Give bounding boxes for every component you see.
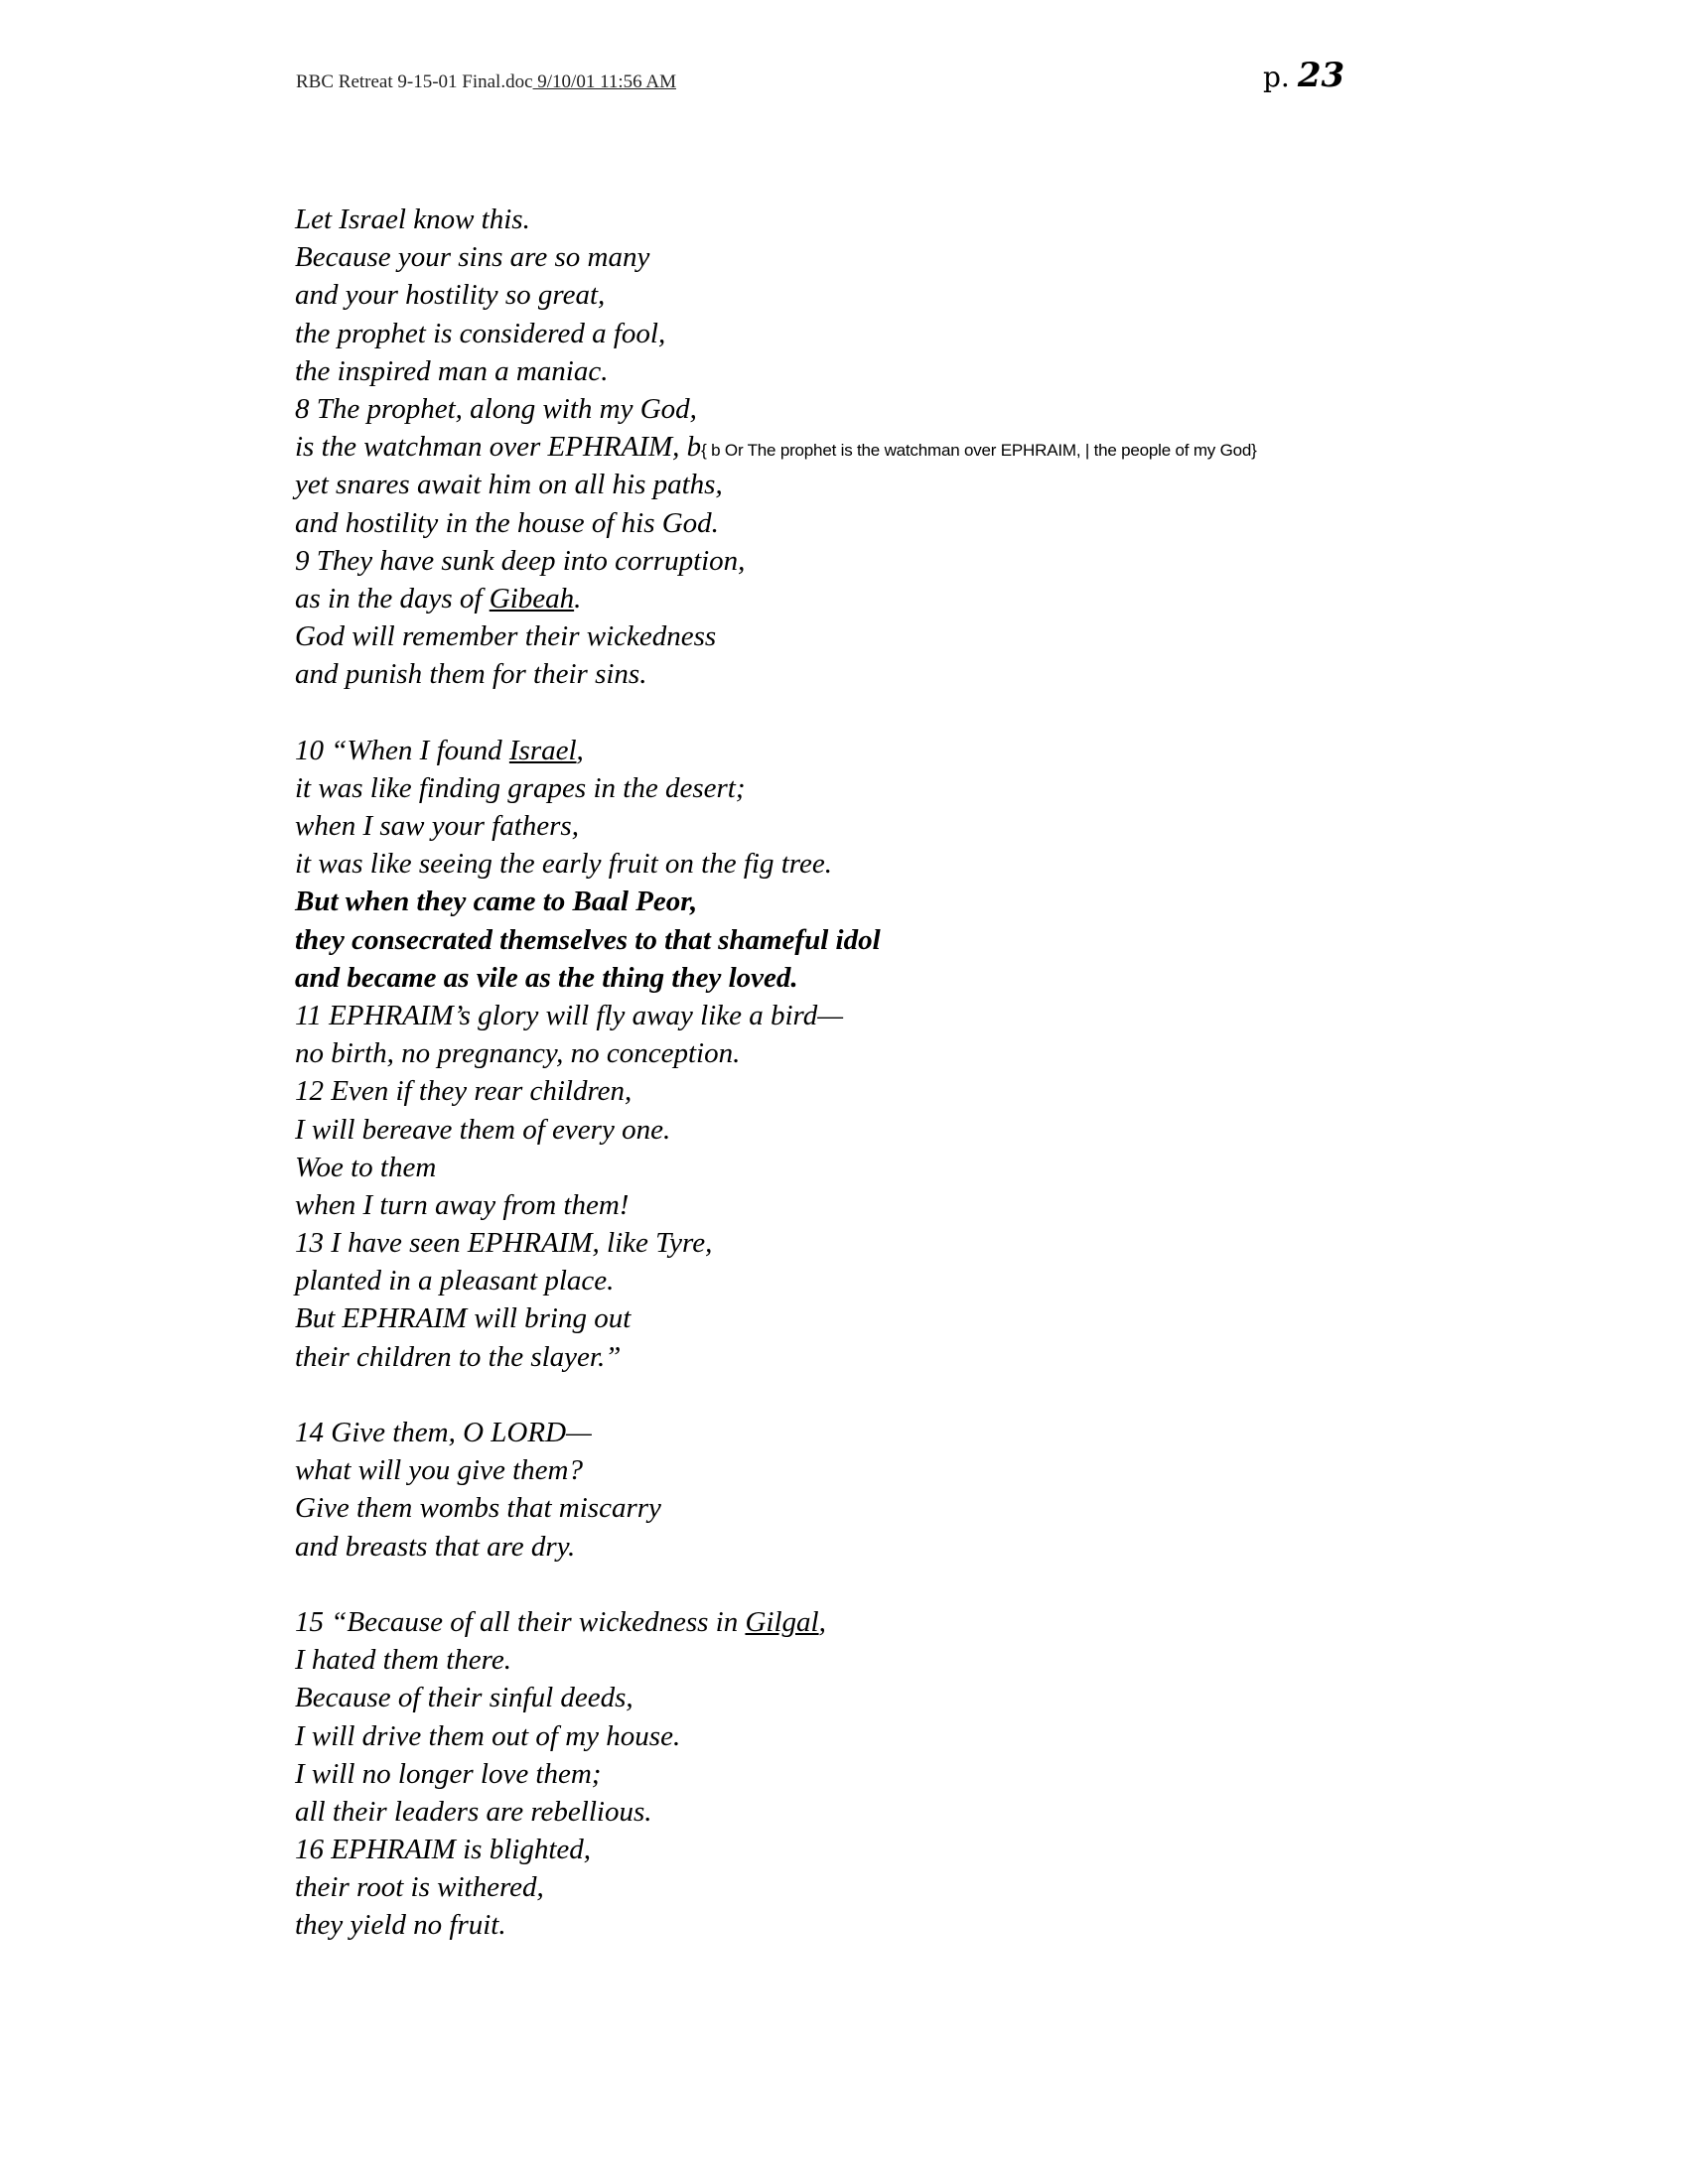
verse-line xyxy=(295,1906,1645,1944)
verse-text: when I turn away from them! xyxy=(295,1188,630,1221)
verse-text: it was like finding grapes in the desert; xyxy=(295,771,746,804)
page-prefix: p. xyxy=(1263,61,1290,93)
verse-line xyxy=(295,1793,1645,1831)
verse-line xyxy=(295,1299,1645,1337)
verse-text: they yield no fruit. xyxy=(295,1909,506,1942)
verse-text: and breasts that are dry. xyxy=(295,1530,576,1563)
verse-line xyxy=(295,617,1645,655)
verse-text: when I saw your fathers, xyxy=(295,810,579,842)
verse-line xyxy=(295,580,1645,617)
page-number: 23 xyxy=(1297,56,1345,95)
verse-line xyxy=(295,959,1645,997)
verse-line xyxy=(295,769,1645,807)
verse-text: I will no longer love them; xyxy=(295,1757,602,1790)
stanza xyxy=(295,732,1645,1376)
document-header xyxy=(296,71,676,93)
verse-line xyxy=(295,655,1645,693)
verse-text: 9 They have sunk deep into corruption, xyxy=(295,544,746,577)
verse-line xyxy=(295,1224,1645,1262)
verse-line xyxy=(295,466,1645,503)
stanza-break xyxy=(295,693,1645,731)
verse-text: , xyxy=(576,734,584,766)
verse-line xyxy=(295,1338,1645,1376)
verse-line xyxy=(295,1528,1645,1566)
verse-line xyxy=(295,542,1645,580)
verse-line xyxy=(295,1072,1645,1110)
verse-line xyxy=(295,1831,1645,1868)
verse-line xyxy=(295,1149,1645,1186)
verse-line xyxy=(295,1451,1645,1489)
verse-text: . xyxy=(574,582,582,614)
verse-text: they consecrated themselves to that shameful idol xyxy=(295,923,881,956)
verse-line xyxy=(295,315,1645,352)
verse-line xyxy=(295,504,1645,542)
verse-line xyxy=(295,1186,1645,1224)
verse-text: no birth, no pregnancy, no conception. xyxy=(295,1037,741,1070)
verse-line xyxy=(295,390,1645,428)
verse-text: and punish them for their sins. xyxy=(295,658,647,691)
verse-text: 8 The prophet, along with my God, xyxy=(295,392,697,425)
verse-text: 15 “Because of all their wickedness in xyxy=(295,1605,746,1638)
verse-line xyxy=(295,807,1645,845)
place-name-link: Gibeah xyxy=(489,582,575,614)
document-timestamp: 9/10/01 11:56 AM xyxy=(532,71,676,92)
verse-line xyxy=(295,1679,1645,1716)
verse-text: the prophet is considered a fool, xyxy=(295,317,666,349)
verse-text: 11 EPHRAIM’s glory will fly away like a bird— xyxy=(295,999,844,1031)
verse-line xyxy=(295,921,1645,959)
verse-line xyxy=(295,1603,1645,1641)
verse-text: it was like seeing the early fruit on the fig tree. xyxy=(295,848,832,881)
verse-text: and hostility in the house of his God. xyxy=(295,506,719,539)
place-name-link: Israel xyxy=(508,734,577,766)
verse-text: their children to the slayer.” xyxy=(295,1340,622,1373)
verse-line xyxy=(295,1262,1645,1299)
verse-line xyxy=(295,1641,1645,1679)
verse-text: Let Israel know this. xyxy=(295,204,530,235)
verse-line xyxy=(295,1717,1645,1755)
verse-text: But EPHRAIM will bring out xyxy=(295,1302,632,1335)
stanza xyxy=(295,1603,1645,1945)
verse-text: I hated them there. xyxy=(295,1644,511,1677)
verse-text: Give them wombs that miscarry xyxy=(295,1492,661,1525)
verse-text: God will remember their wickedness xyxy=(295,620,717,653)
stanza xyxy=(295,1414,1645,1566)
verse-text: 12 Even if they rear children, xyxy=(295,1075,633,1108)
stanza-break xyxy=(295,1566,1645,1603)
verse-text: their root is withered, xyxy=(295,1871,544,1904)
page-number-label xyxy=(1263,56,1344,95)
stanza xyxy=(295,201,1645,693)
verse-line xyxy=(295,997,1645,1034)
verse-text: yet snares await him on all his paths, xyxy=(295,469,723,501)
verse-line xyxy=(295,1111,1645,1149)
verse-text: is the watchman over EPHRAIM, b xyxy=(295,431,702,464)
verse-text: Because your sins are so many xyxy=(295,241,650,274)
verse-text: I will drive them out of my house. xyxy=(295,1719,681,1752)
verse-text: and became as vile as the thing they loved. xyxy=(295,961,798,994)
verse-text: and your hostility so great, xyxy=(295,279,606,312)
verse-line xyxy=(295,201,1645,238)
verse-text: 13 I have seen EPHRAIM, like Tyre, xyxy=(295,1227,713,1260)
scripture-text xyxy=(295,201,1645,1945)
verse-text: what will you give them? xyxy=(295,1454,583,1487)
footnote-text: { b Or The prophet is the watchman over EPHRAIM, | the people of my God} xyxy=(701,441,1257,461)
verse-line xyxy=(295,1868,1645,1906)
verse-text: , xyxy=(818,1605,826,1638)
document-filename: RBC Retreat 9-15-01 Final.doc xyxy=(296,71,533,92)
verse-text: as in the days of xyxy=(295,582,490,614)
verse-text: 14 Give them, O LORD— xyxy=(295,1417,592,1448)
stanza-break xyxy=(295,1376,1645,1414)
verse-line xyxy=(295,845,1645,883)
verse-text: 10 “When I found xyxy=(295,734,509,766)
place-name-link: Gilgal xyxy=(745,1605,819,1638)
verse-text: planted in a pleasant place. xyxy=(295,1265,615,1297)
verse-line xyxy=(295,883,1645,920)
verse-line xyxy=(295,352,1645,390)
verse-line xyxy=(295,238,1645,276)
verse-line xyxy=(295,1034,1645,1072)
verse-line xyxy=(295,1414,1645,1451)
verse-text: I will bereave them of every one. xyxy=(295,1113,671,1146)
verse-text: Woe to them xyxy=(295,1151,437,1183)
verse-line xyxy=(295,276,1645,314)
verse-text: Because of their sinful deeds, xyxy=(295,1682,633,1714)
verse-text: But when they came to Baal Peor, xyxy=(295,886,698,918)
verse-line xyxy=(295,1755,1645,1793)
verse-line xyxy=(295,428,1645,466)
verse-line xyxy=(295,1489,1645,1527)
verse-text: the inspired man a maniac. xyxy=(295,354,609,387)
verse-line xyxy=(295,732,1645,769)
verse-text: 16 EPHRAIM is blighted, xyxy=(295,1834,592,1866)
verse-text: all their leaders are rebellious. xyxy=(295,1795,652,1828)
